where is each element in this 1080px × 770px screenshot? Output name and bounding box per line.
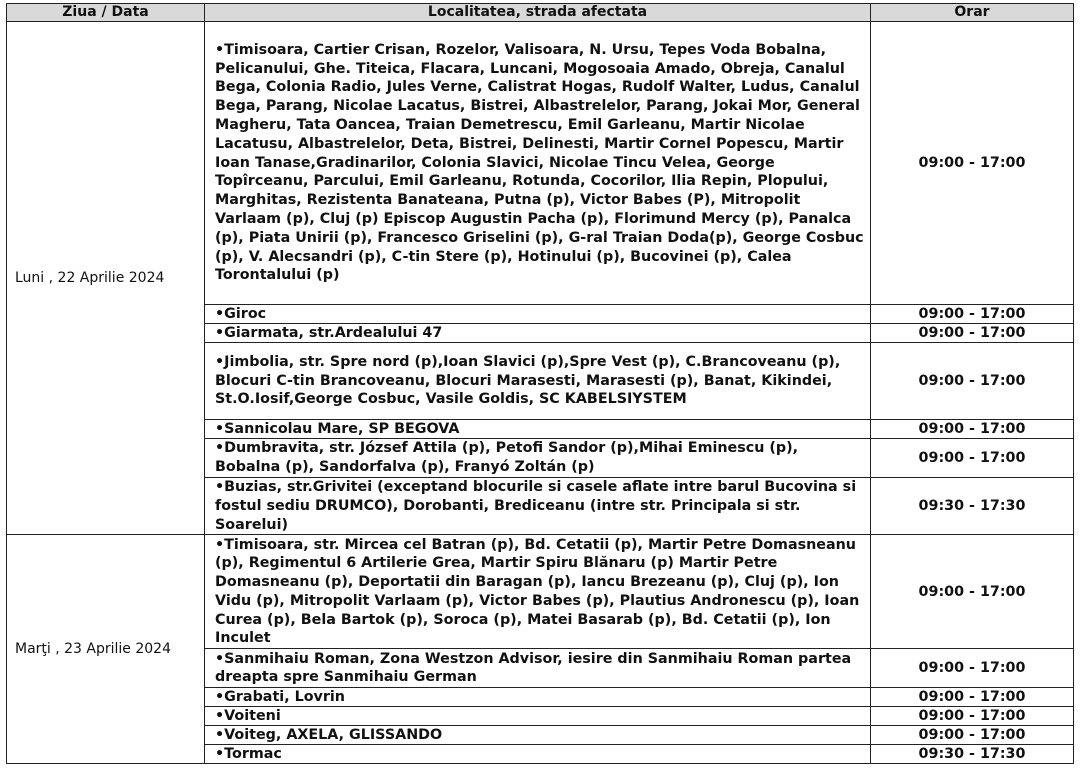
header-location: Localitatea, strada afectata [205,4,871,22]
location-cell: •Dumbravita, str. József Attila (p), Petofi Sandor (p),Mihai Eminescu (p), Bobalna (p), Sandorfalva (p), Franyó Zoltán (p) [205,439,871,478]
table-row [7,22,1074,305]
location-cell: •Grabati, Lovrin [205,688,871,707]
hours-cell: 09:00 - 17:00 [871,535,1074,649]
hours-cell: 09:30 - 17:30 [871,745,1074,764]
day-cell: Luni , 22 Aprilie 2024 [7,22,205,535]
header-row [7,4,1074,22]
outage-schedule [6,3,1076,764]
location-cell: •Tormac [205,745,871,764]
hours-cell: 09:00 - 17:00 [871,305,1074,324]
location-cell: •Timisoara, str. Mircea cel Batran (p), Bd. Cetatii (p), Martir Petre Domasneanu (p), Regimentul 6 Artilerie Grea, Martir Spiru Blănaru (p) Martir Petre Domasneanu (p), Deportatii din Baragan (p), Iancu Brezeanu (p), Cluj (p), Ion Vidu (p), Mitropolit Varlaam (p), Victor Babes (p), Plautius Andronescu (p), Ioan Curea (p), Bela Bartok (p), Soroca (p), Matei Basarab (p), Bd. Cetatii (p), Ion Inculet [205,535,871,649]
outage-table [6,3,1074,764]
location-cell: •Voiteni [205,707,871,726]
header-day: Ziua / Data [7,4,205,22]
hours-cell: 09:00 - 17:00 [871,707,1074,726]
hours-cell: 09:00 - 17:00 [871,688,1074,707]
location-cell: •Sanmihaiu Roman, Zona Westzon Advisor, iesire din Sanmihaiu Roman partea dreapta spre Sanmihaiu German [205,649,871,688]
hours-cell: 09:00 - 17:00 [871,324,1074,343]
location-cell: •Giroc [205,305,871,324]
location-cell: •Sannicolau Mare, SP BEGOVA [205,420,871,439]
location-cell: •Voiteg, AXELA, GLISSANDO [205,726,871,745]
table-row [7,535,1074,649]
location-cell: •Timisoara, Cartier Crisan, Rozelor, Valisoara, N. Ursu, Tepes Voda Bobalna, Pelicanului, Ghe. Titeica, Flacara, Luncani, Mogosoaia Amado, Obreja, Canalul Bega, Colonia Radio, Jules Verne, Calistrat Hogas, Rudolf Walter, Ludus, Canalul Bega, Parang, Nicolae Lacatus, Bistrei, Albastrelelor, Parang, Jokai Mor, General Magheru, Tata Oancea, Traian Demetrescu, Emil Garleanu, Martir Nicolae Lacatusu, Albastrelelor, Deta, Bistrei, Delinesti, Martir Cornel Popescu, Martir Ioan Tanase,Gradinarilor, Colonia Slavici, Nicolae Tincu Velea, George Topîrceanu, Parcului, Emil Garleanu, Rotunda, Cocorilor, Ilia Repin, Plopului, Marghitas, Rezistenta Banateana, Putna (p), Victor Babes (P), Mitropolit Varlaam (p), Cluj (p) Episcop Augustin Pacha (p), Florimund Mercy (p), Panalca (p), Piata Unirii (p), Francesco Griselini (p), G-ral Traian Doda(p), George Cosbuc (p), V. Alecsandri (p), C-tin Stere (p), Hotinului (p), Bucovinei (p), Calea Torontalului (p) [205,22,871,305]
header-hours: Orar [871,4,1074,22]
hours-cell: 09:00 - 17:00 [871,343,1074,420]
location-cell: •Giarmata, str.Ardealului 47 [205,324,871,343]
hours-cell: 09:00 - 17:00 [871,726,1074,745]
location-cell: •Jimbolia, str. Spre nord (p),Ioan Slavici (p),Spre Vest (p), C.Brancoveanu (p), Blocuri C-tin Brancoveanu, Blocuri Marasesti, Marasesti (p), Banat, Kikindei, St.O.Iosif,George Cosbuc, Vasile Goldis, SC KABELSIYSTEM [205,343,871,420]
hours-cell: 09:30 - 17:30 [871,478,1074,535]
location-cell: •Buzias, str.Grivitei (exceptand blocurile si casele aflate intre barul Bucovina si fostul sediu DRUMCO), Dorobanti, Brediceanu (intre str. Principala si str. Soarelui) [205,478,871,535]
hours-cell: 09:00 - 17:00 [871,439,1074,478]
hours-cell: 09:00 - 17:00 [871,22,1074,305]
hours-cell: 09:00 - 17:00 [871,649,1074,688]
day-cell: Marţi , 23 Aprilie 2024 [7,535,205,764]
hours-cell: 09:00 - 17:00 [871,420,1074,439]
